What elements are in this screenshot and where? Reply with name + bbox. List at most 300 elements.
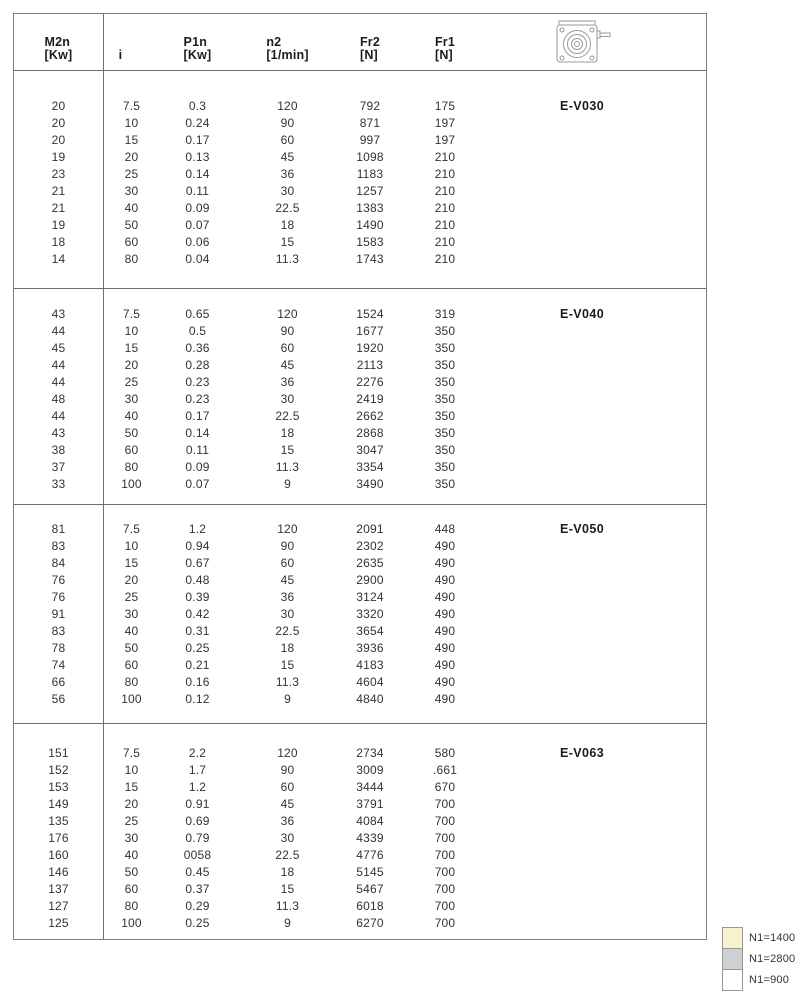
model-cell — [490, 149, 706, 166]
legend-label: N1=2800 — [749, 953, 796, 965]
header-gearbox-column — [490, 14, 706, 70]
model-cell — [490, 183, 706, 200]
cell-p1n: 0.39 — [185, 590, 210, 604]
table-row — [14, 674, 706, 691]
model-cell — [490, 572, 706, 589]
cell-fr2: 1677 — [356, 324, 384, 338]
cell-m2n: 149 — [48, 797, 69, 811]
table-row — [14, 762, 706, 779]
cell-fr1: 350 — [434, 443, 456, 457]
cell-p1n: 2.2 — [188, 746, 207, 760]
cell-m2n: 81 — [51, 522, 66, 536]
cell-i: 25 — [124, 167, 139, 181]
cell-m2n: 137 — [48, 882, 69, 896]
cell-p1n: 0.25 — [185, 916, 210, 930]
table-row — [14, 183, 706, 200]
cell-fr2: 3654 — [356, 624, 384, 638]
cell-n2: 15 — [280, 882, 295, 896]
cell-p1n: 0.23 — [185, 392, 210, 406]
model-cell — [490, 323, 706, 340]
cell-m2n: 44 — [51, 324, 66, 338]
header-m2n-line1: M2n — [44, 35, 71, 49]
table-row — [14, 132, 706, 149]
model-cell — [490, 623, 706, 640]
worm-gearbox-icon — [554, 19, 612, 65]
model-cell: E-V040 — [560, 307, 605, 321]
cell-m2n: 125 — [48, 916, 69, 930]
cell-n2: 18 — [280, 641, 295, 655]
cell-m2n: 23 — [51, 167, 66, 181]
cell-fr2: 1524 — [356, 307, 384, 321]
model-cell — [490, 881, 706, 898]
cell-m2n: 20 — [51, 99, 66, 113]
cell-fr1: 490 — [434, 624, 456, 638]
cell-fr1: 210 — [434, 184, 456, 198]
cell-m2n: 45 — [51, 341, 66, 355]
cell-m2n: 66 — [51, 675, 66, 689]
cell-i: 10 — [124, 539, 139, 553]
cell-m2n: 153 — [48, 780, 69, 794]
cell-fr2: 1383 — [356, 201, 384, 215]
cell-fr1: 210 — [434, 150, 456, 164]
header-fr2-line1: Fr2 — [359, 35, 381, 49]
table-row — [14, 98, 706, 115]
cell-fr2: 1490 — [356, 218, 384, 232]
cell-m2n: 38 — [51, 443, 66, 457]
cell-n2: 9 — [284, 692, 291, 706]
cell-p1n: 0.14 — [185, 167, 210, 181]
cell-n2: 90 — [280, 539, 295, 553]
header-fr2 — [340, 14, 400, 70]
model-cell — [490, 779, 706, 796]
cell-fr1: 490 — [434, 573, 456, 587]
cell-fr2: 6018 — [356, 899, 384, 913]
cell-fr1: 350 — [434, 358, 456, 372]
cell-i: 15 — [124, 780, 139, 794]
model-cell — [490, 830, 706, 847]
cell-m2n: 76 — [51, 573, 66, 587]
cell-i: 60 — [124, 443, 139, 457]
table-row — [14, 408, 706, 425]
table-row — [14, 745, 706, 762]
model-cell — [490, 606, 706, 623]
cell-fr2: 871 — [359, 116, 381, 130]
cell-fr1: 490 — [434, 675, 456, 689]
cell-p1n: 0.09 — [185, 201, 210, 215]
cell-m2n: 48 — [51, 392, 66, 406]
table-row — [14, 442, 706, 459]
table-row — [14, 915, 706, 932]
cell-p1n: 0.37 — [185, 882, 210, 896]
cell-i: 100 — [121, 916, 142, 930]
table-row — [14, 149, 706, 166]
legend-color-swatch — [722, 927, 743, 949]
cell-n2: 11.3 — [275, 460, 300, 474]
cell-n2: 11.3 — [275, 252, 300, 266]
table-row — [14, 830, 706, 847]
cell-fr2: 2113 — [356, 358, 384, 372]
cell-p1n: 0.16 — [185, 675, 210, 689]
cell-i: 7.5 — [122, 746, 141, 760]
cell-m2n: 21 — [51, 184, 66, 198]
cell-n2: 45 — [280, 150, 295, 164]
cell-m2n: 135 — [48, 814, 69, 828]
cell-fr2: 3047 — [356, 443, 384, 457]
cell-n2: 36 — [280, 814, 295, 828]
cell-m2n: 151 — [48, 746, 69, 760]
table-row — [14, 691, 706, 708]
cell-m2n: 176 — [48, 831, 69, 845]
cell-n2: 18 — [280, 865, 295, 879]
cell-fr2: 792 — [359, 99, 381, 113]
model-section — [14, 288, 706, 504]
table-row — [14, 391, 706, 408]
cell-fr2: 3791 — [356, 797, 384, 811]
cell-p1n: 0.67 — [185, 556, 210, 570]
cell-fr2: 3490 — [356, 477, 384, 491]
cell-n2: 36 — [280, 375, 295, 389]
model-cell — [490, 217, 706, 234]
table-row — [14, 459, 706, 476]
model-cell — [490, 898, 706, 915]
cell-m2n: 78 — [51, 641, 66, 655]
cell-fr1: 350 — [434, 392, 456, 406]
cell-p1n: 0.5 — [188, 324, 207, 338]
cell-fr2: 5145 — [356, 865, 384, 879]
header-p1n — [160, 14, 235, 70]
cell-i: 80 — [124, 460, 139, 474]
cell-i: 50 — [124, 426, 139, 440]
model-cell — [490, 864, 706, 881]
cell-i: 7.5 — [122, 99, 141, 113]
cell-m2n: 20 — [51, 133, 66, 147]
table-row — [14, 606, 706, 623]
table-row — [14, 340, 706, 357]
cell-fr2: 3444 — [356, 780, 384, 794]
cell-n2: 22.5 — [275, 624, 300, 638]
cell-fr2: 3320 — [356, 607, 384, 621]
cell-fr2: 997 — [359, 133, 381, 147]
header-m2n — [14, 14, 103, 70]
table-row — [14, 589, 706, 606]
cell-m2n: 44 — [51, 358, 66, 372]
cell-p1n: 0.42 — [185, 607, 210, 621]
cell-i: 100 — [121, 692, 142, 706]
cell-n2: 120 — [277, 522, 298, 536]
cell-fr2: 2276 — [356, 375, 384, 389]
model-cell — [490, 132, 706, 149]
cell-n2: 90 — [280, 324, 295, 338]
cell-p1n: 0.23 — [185, 375, 210, 389]
cell-m2n: 83 — [51, 539, 66, 553]
table-row — [14, 357, 706, 374]
cell-i: 60 — [124, 235, 139, 249]
table-header-row — [14, 14, 706, 71]
cell-fr2: 1183 — [356, 167, 384, 181]
cell-i: 40 — [124, 201, 139, 215]
table-row — [14, 538, 706, 555]
header-p1n-line1: P1n — [183, 35, 208, 49]
cell-i: 50 — [124, 865, 139, 879]
cell-i: 15 — [124, 556, 139, 570]
table-row — [14, 374, 706, 391]
cell-p1n: 0.17 — [185, 409, 210, 423]
model-cell — [490, 374, 706, 391]
cell-fr1: 350 — [434, 409, 456, 423]
cell-i: 40 — [124, 848, 139, 862]
cell-fr1: 490 — [434, 607, 456, 621]
cell-fr1: 350 — [434, 426, 456, 440]
cell-n2: 60 — [280, 341, 295, 355]
cell-fr1: 490 — [434, 692, 456, 706]
cell-p1n: 0.31 — [185, 624, 210, 638]
cell-i: 40 — [124, 624, 139, 638]
header-m2n-line2: [Kw] — [44, 48, 73, 62]
cell-fr1: 700 — [434, 882, 456, 896]
header-fr1-line1: Fr1 — [434, 35, 456, 49]
model-cell — [490, 200, 706, 217]
model-cell — [490, 357, 706, 374]
header-p1n-line2: [Kw] — [183, 48, 212, 62]
cell-fr2: 4183 — [356, 658, 384, 672]
cell-p1n: 0.13 — [185, 150, 210, 164]
cell-m2n: 43 — [51, 426, 66, 440]
cell-fr1: .661 — [432, 763, 458, 777]
table-row — [14, 555, 706, 572]
cell-i: 10 — [124, 116, 139, 130]
cell-fr2: 3936 — [356, 641, 384, 655]
cell-p1n: 0.11 — [185, 443, 210, 457]
cell-fr2: 1920 — [356, 341, 384, 355]
cell-fr1: 490 — [434, 590, 456, 604]
cell-fr2: 3124 — [356, 590, 384, 604]
cell-fr1: 350 — [434, 341, 456, 355]
cell-p1n: 0.24 — [185, 116, 210, 130]
cell-m2n: 21 — [51, 201, 66, 215]
legend-item — [722, 969, 795, 991]
header-n2-line2: [1/min] — [266, 48, 309, 62]
cell-p1n: 0.91 — [185, 797, 210, 811]
table-row — [14, 813, 706, 830]
cell-i: 50 — [124, 218, 139, 232]
cell-fr2: 4604 — [356, 675, 384, 689]
cell-p1n: 0.36 — [185, 341, 210, 355]
model-cell — [490, 589, 706, 606]
model-cell — [490, 408, 706, 425]
cell-p1n: 0.11 — [185, 184, 210, 198]
cell-m2n: 44 — [51, 375, 66, 389]
cell-fr1: 490 — [434, 556, 456, 570]
cell-fr1: 350 — [434, 375, 456, 389]
cell-fr2: 1257 — [356, 184, 384, 198]
cell-m2n: 83 — [51, 624, 66, 638]
cell-fr2: 1098 — [356, 150, 384, 164]
table-row — [14, 200, 706, 217]
cell-m2n: 91 — [51, 607, 66, 621]
model-cell — [490, 115, 706, 132]
table-row — [14, 323, 706, 340]
cell-n2: 11.3 — [275, 675, 300, 689]
cell-p1n: 0.28 — [185, 358, 210, 372]
cell-fr1: 700 — [434, 848, 456, 862]
legend-color-swatch — [722, 969, 743, 991]
model-cell — [490, 657, 706, 674]
legend-color-swatch — [722, 948, 743, 970]
table-row — [14, 881, 706, 898]
cell-m2n: 33 — [51, 477, 66, 491]
header-fr1 — [400, 14, 490, 70]
table-row — [14, 166, 706, 183]
cell-fr1: 490 — [434, 658, 456, 672]
cell-m2n: 127 — [48, 899, 69, 913]
cell-fr2: 2419 — [356, 392, 384, 406]
header-fr1-line2: [N] — [434, 48, 453, 62]
cell-m2n: 76 — [51, 590, 66, 604]
cell-i: 30 — [124, 607, 139, 621]
cell-fr1: 490 — [434, 539, 456, 553]
cell-p1n: 0.07 — [185, 477, 210, 491]
cell-fr1: 448 — [434, 522, 456, 536]
legend-item — [722, 948, 795, 970]
cell-n2: 36 — [280, 590, 295, 604]
cell-fr1: 700 — [434, 814, 456, 828]
cell-fr1: 210 — [434, 235, 456, 249]
table-row — [14, 306, 706, 323]
cell-fr2: 2091 — [356, 522, 384, 536]
model-cell — [490, 391, 706, 408]
model-cell — [490, 166, 706, 183]
cell-i: 20 — [124, 358, 139, 372]
table-row — [14, 657, 706, 674]
cell-fr1: 175 — [434, 99, 456, 113]
cell-p1n: 0.04 — [185, 252, 210, 266]
cell-fr1: 210 — [434, 252, 456, 266]
cell-fr1: 350 — [434, 324, 456, 338]
model-cell — [490, 538, 706, 555]
legend — [722, 927, 795, 991]
cell-i: 15 — [124, 133, 139, 147]
cell-p1n: 0.25 — [185, 641, 210, 655]
cell-fr1: 350 — [434, 477, 456, 491]
cell-fr2: 4840 — [356, 692, 384, 706]
legend-item — [722, 927, 795, 949]
cell-fr1: 210 — [434, 167, 456, 181]
table-row — [14, 779, 706, 796]
cell-m2n: 44 — [51, 409, 66, 423]
cell-n2: 30 — [280, 392, 295, 406]
table-row — [14, 864, 706, 881]
model-cell — [490, 691, 706, 708]
cell-n2: 36 — [280, 167, 295, 181]
header-n2-line1: n2 — [266, 35, 282, 49]
table-row — [14, 898, 706, 915]
cell-n2: 30 — [280, 184, 295, 198]
cell-fr1: 700 — [434, 797, 456, 811]
cell-i: 80 — [124, 675, 139, 689]
cell-n2: 90 — [280, 763, 295, 777]
cell-fr2: 2662 — [356, 409, 384, 423]
model-cell — [490, 915, 706, 932]
cell-p1n: 0.12 — [185, 692, 210, 706]
cell-fr1: 197 — [434, 133, 456, 147]
model-cell — [490, 813, 706, 830]
cell-p1n: 1.7 — [188, 763, 207, 777]
table-row — [14, 521, 706, 538]
model-cell — [490, 340, 706, 357]
model-section — [14, 723, 706, 939]
cell-fr2: 6270 — [356, 916, 384, 930]
cell-fr2: 1743 — [356, 252, 384, 266]
cell-m2n: 19 — [51, 150, 66, 164]
model-cell — [490, 762, 706, 779]
model-cell — [490, 442, 706, 459]
cell-fr2: 4339 — [356, 831, 384, 845]
cell-n2: 9 — [284, 477, 291, 491]
model-cell — [490, 459, 706, 476]
cell-n2: 90 — [280, 116, 295, 130]
model-cell — [490, 555, 706, 572]
cell-i: 20 — [124, 573, 139, 587]
cell-i: 20 — [124, 150, 139, 164]
cell-i: 7.5 — [122, 307, 141, 321]
cell-m2n: 152 — [48, 763, 69, 777]
cell-p1n: 0.69 — [185, 814, 210, 828]
cell-n2: 45 — [280, 358, 295, 372]
cell-n2: 30 — [280, 831, 295, 845]
table-row — [14, 217, 706, 234]
cell-p1n: 0.48 — [185, 573, 210, 587]
model-cell — [490, 674, 706, 691]
cell-p1n: 0.45 — [185, 865, 210, 879]
cell-fr1: 700 — [434, 865, 456, 879]
header-i — [103, 14, 160, 70]
cell-fr2: 4084 — [356, 814, 384, 828]
model-cell — [490, 476, 706, 493]
cell-p1n: 0.14 — [185, 426, 210, 440]
cell-n2: 22.5 — [275, 848, 300, 862]
cell-p1n: 0.06 — [185, 235, 210, 249]
model-cell — [490, 234, 706, 251]
model-section — [14, 71, 706, 288]
cell-m2n: 84 — [51, 556, 66, 570]
cell-p1n: 1.2 — [188, 522, 207, 536]
header-fr2-line2: [N] — [359, 48, 378, 62]
header-i-line1: i — [118, 48, 123, 62]
cell-fr2: 1583 — [356, 235, 384, 249]
cell-p1n: 1.2 — [188, 780, 207, 794]
cell-i: 25 — [124, 590, 139, 604]
model-cell: E-V063 — [560, 746, 605, 760]
cell-fr1: 210 — [434, 201, 456, 215]
cell-n2: 9 — [284, 916, 291, 930]
model-cell — [490, 796, 706, 813]
model-cell: E-V050 — [560, 522, 605, 536]
table-row — [14, 847, 706, 864]
cell-i: 25 — [124, 814, 139, 828]
cell-p1n: 0.21 — [185, 658, 210, 672]
cell-n2: 15 — [280, 443, 295, 457]
cell-fr1: 350 — [434, 460, 456, 474]
cell-n2: 15 — [280, 235, 295, 249]
cell-i: 30 — [124, 184, 139, 198]
cell-n2: 120 — [277, 746, 298, 760]
model-section — [14, 504, 706, 723]
cell-p1n: 0.17 — [185, 133, 210, 147]
cell-fr1: 319 — [434, 307, 456, 321]
cell-fr1: 700 — [434, 899, 456, 913]
cell-n2: 30 — [280, 607, 295, 621]
cell-n2: 22.5 — [275, 201, 300, 215]
